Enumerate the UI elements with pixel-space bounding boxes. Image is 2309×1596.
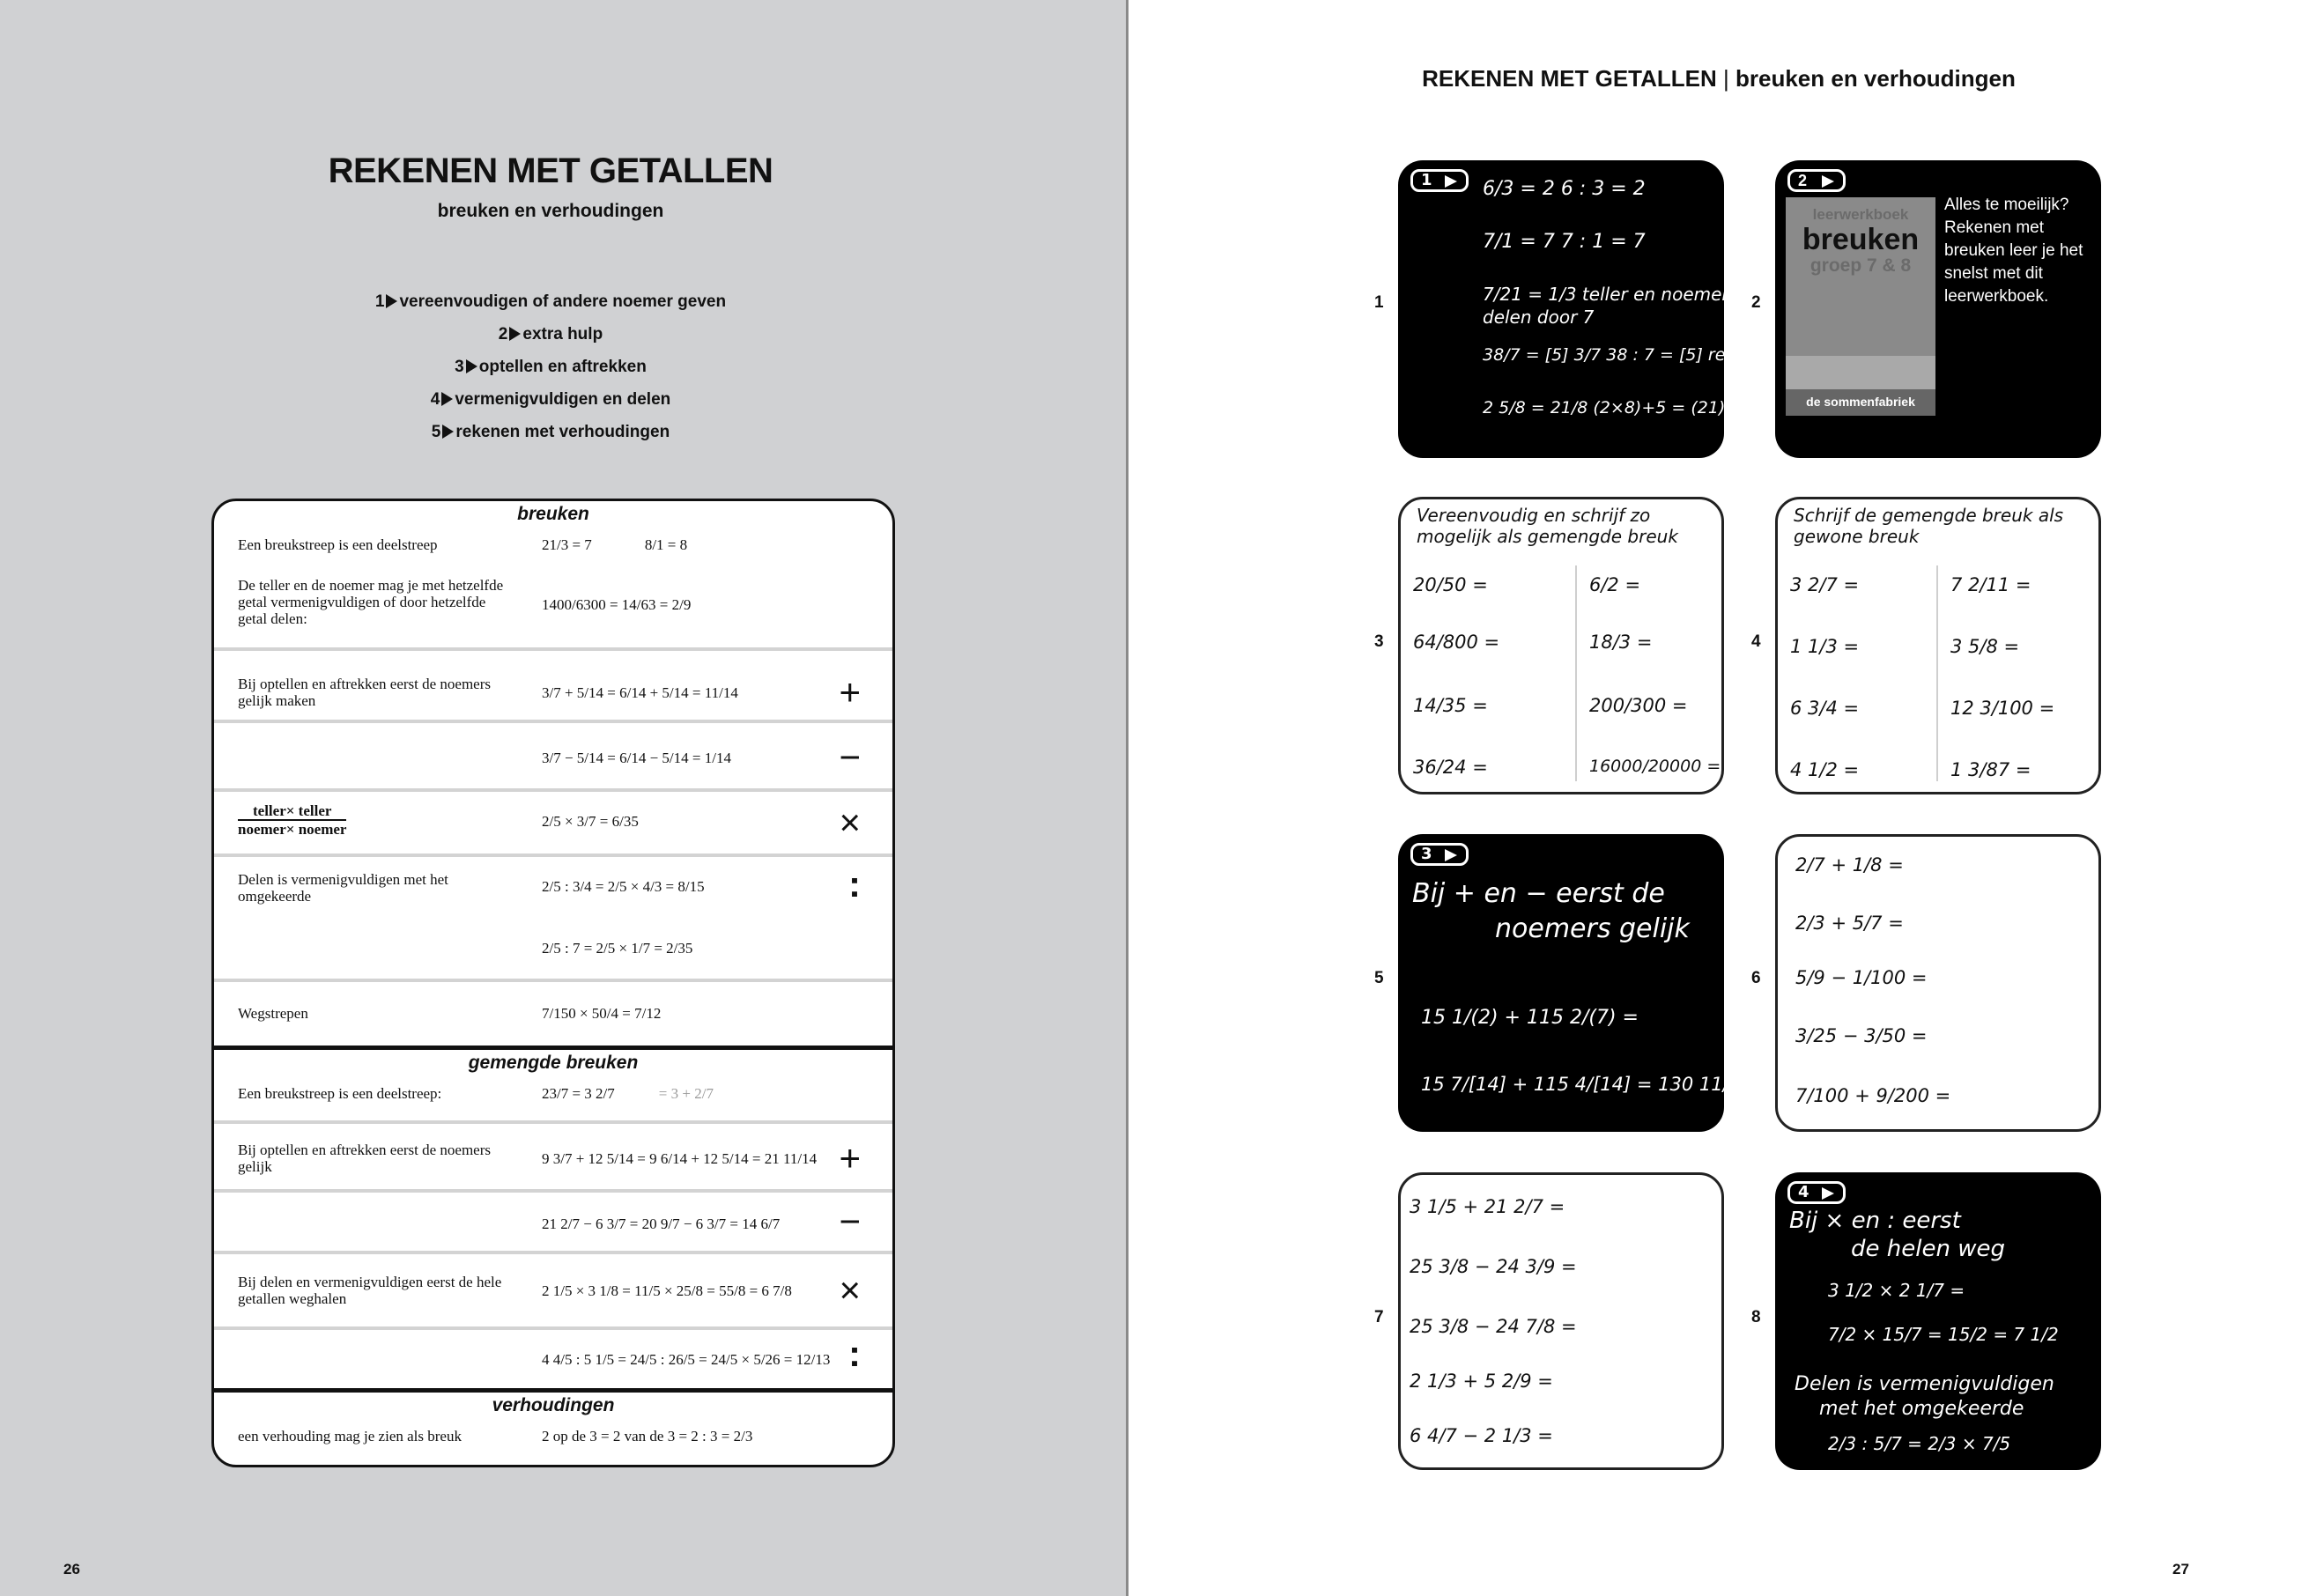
card-label: 5 (1374, 969, 1384, 987)
plus-icon: + (839, 671, 861, 713)
section-heading-verhoudingen: verhoudingen (492, 1395, 615, 1415)
table-row: De teller en de noemer mag je met hetzelfde getal vermenigvuldigen of door hetzelfde getal delen: 1400/6300 = 14/63 = 2/9 (214, 577, 892, 651)
table-row: teller× teller noemer× noemer 2/5 × 3/7 = 6/35 × (214, 792, 892, 857)
promo-text: Alles te moeilijk? Rekenen met breuken leer je het snelst met dit leerwerkboek. (1944, 196, 2083, 306)
table-row: 3/7 − 5/14 = 6/14 − 5/14 = 1/14 − (214, 723, 892, 792)
play-video-button[interactable]: 3 (1410, 843, 1469, 866)
table-row: 4 4/5 : 5 1/5 = 24/5 : 26/5 = 24/5 × 5/26 = 12/13 : (542, 1333, 861, 1374)
minus-icon: − (839, 1201, 861, 1242)
table-row: Een breukstreep is een deelstreep: 23/7 = 3 2/7 = 3 + 2/7 (214, 1076, 892, 1124)
table-row: Bij delen en vermenigvuldigen eerst de hele getallen weghalen 2 1/5 × 3 1/8 = 11/5 × 25/8 = 55/8 = 6 7/8 × (214, 1254, 892, 1330)
exercise-card-3: Vereenvoudig en schrijf zo mogelijk als gemengde breuk 20/50 = 64/800 = 14/35 = 36/24 = 6/2 = 18/3 = 200/300 = 16000/20000 = (1398, 497, 1724, 794)
video-card-1[interactable]: 1 6/3 = 2 6 : 3 = 2 7/1 = 7 7 : 1 = 7 7/21 = 1/3 teller en noemer delen door 7 38/7 = [5] 3/7 38 : 7 = [5] rest (3) 2 5/8 = 21/8 (2×8)+5 = (21) (1398, 160, 1724, 458)
play-arrow-icon (442, 425, 454, 439)
card-label: 4 (1751, 632, 1761, 651)
divide-icon: : (848, 863, 861, 905)
play-video-button[interactable]: 2 (1787, 169, 1846, 192)
play-icon (1445, 849, 1457, 861)
multiply-rule: teller× teller noemer× noemer (238, 802, 347, 838)
section-heading-breuken: breuken (517, 504, 589, 524)
exercise-card-7: 3 1/5 + 21 2/7 = 25 3/8 − 24 3/9 = 25 3/8 − 24 7/8 = 2 1/3 + 5 2/9 = 6 4/7 − 2 1/3 = (1398, 1172, 1724, 1470)
play-icon (1822, 175, 1834, 188)
play-video-button[interactable]: 1 (1410, 169, 1469, 192)
card-label: 6 (1751, 969, 1761, 987)
table-row: Bij optellen en aftrekken eerst de noemers gelijk 9 3/7 + 12 5/14 = 9 6/14 + 12 5/14 = 21 11/14 + (214, 1124, 892, 1193)
book-cover-image: leerwerkboek breuken groep 7 & 8 de sommenfabriek (1786, 197, 1935, 416)
card-label: 8 (1751, 1308, 1761, 1326)
page-subtitle: breuken en verhoudingen (437, 201, 664, 221)
video-card-4[interactable]: 4 Bij × en : eerst de helen weg 3 1/2 × 2 1/7 = 7/2 × 15/7 = 15/2 = 7 1/2 Delen is vermenigvuldigen met het omgekeerde 2/3 : 5/7 = 2/3 × 7/5 (1775, 1172, 2101, 1470)
card-label: 7 (1374, 1308, 1384, 1326)
times-icon: × (839, 802, 861, 843)
exercise-card-4: Schrijf de gemengde breuk als gewone breuk 3 2/7 = 1 1/3 = 6 3/4 = 4 1/2 = 7 2/11 = 3 5/8 = 12 3/100 = 1 3/87 = (1775, 497, 2101, 794)
play-arrow-icon (509, 327, 521, 341)
play-icon (1445, 175, 1457, 188)
toc-item[interactable]: 1 vereenvoudigen of andere noemer geven (374, 292, 727, 311)
toc-item[interactable]: 4 vermenigvuldigen en delen (430, 390, 671, 409)
table-row: 21 2/7 − 6 3/7 = 20 9/7 − 6 3/7 = 14 6/7 − (214, 1193, 892, 1254)
table-row: Wegstrepen 7/150 × 50/4 = 7/12 (238, 1005, 662, 1022)
section-heading-gemengde-breuken: gemengde breuken (468, 1053, 639, 1073)
table-row: een verhouding mag je zien als breuk 2 op de 3 = 2 van de 3 = 2 : 3 = 2/3 (238, 1428, 753, 1445)
exercise-card-6: 2/7 + 1/8 = 2/3 + 5/7 = 5/9 − 1/100 = 3/25 − 3/50 = 7/100 + 9/200 = (1775, 834, 2101, 1132)
plus-icon: + (839, 1137, 861, 1179)
play-video-button[interactable]: 4 (1787, 1181, 1846, 1204)
running-header: REKENEN MET GETALLEN | breuken en verhoudingen (1422, 65, 2016, 92)
card-label: 1 (1374, 293, 1384, 312)
play-arrow-icon (441, 392, 453, 406)
table-row: Een breukstreep is een deelstreep 21/3 = 7 8/1 = 8 (238, 536, 688, 553)
toc-item[interactable]: 3 optellen en aftrekken (455, 358, 647, 376)
play-icon (1822, 1187, 1834, 1200)
rules-table (211, 499, 895, 1467)
toc-item[interactable]: 2 extra hulp (498, 325, 603, 344)
toc-item[interactable]: 5 rekenen met verhoudingen (431, 423, 670, 441)
table-row: 2/5 : 7 = 2/5 × 1/7 = 2/35 (214, 919, 892, 982)
divide-icon: : (848, 1333, 861, 1374)
times-icon: × (839, 1269, 861, 1311)
play-arrow-icon (466, 359, 477, 373)
play-arrow-icon (386, 294, 397, 308)
page-title: REKENEN MET GETALLEN (328, 151, 773, 190)
table-of-contents (0, 291, 1101, 454)
card-label: 2 (1751, 293, 1761, 312)
minus-icon: − (839, 736, 861, 778)
table-row: Delen is vermenigvuldigen met het omgekeerde 2/5 : 3/4 = 2/5 × 4/3 = 8/15 : (238, 863, 861, 905)
left-page (0, 0, 1126, 1596)
page-number: 27 (2172, 1561, 2189, 1578)
table-row: Bij optellen en aftrekken eerst de noemers gelijk maken 3/7 + 5/14 = 6/14 + 5/14 = 11/14 + (214, 651, 892, 723)
video-card-3[interactable]: 3 Bij + en − eerst de noemers gelijk 15 1/(2) + 115 2/(7) = 15 7/[14] + 115 4/[14] = 130 11/14 (1398, 834, 1724, 1132)
card-label: 3 (1374, 632, 1384, 651)
video-card-2[interactable] (1775, 160, 2101, 458)
page-number: 26 (63, 1561, 80, 1578)
